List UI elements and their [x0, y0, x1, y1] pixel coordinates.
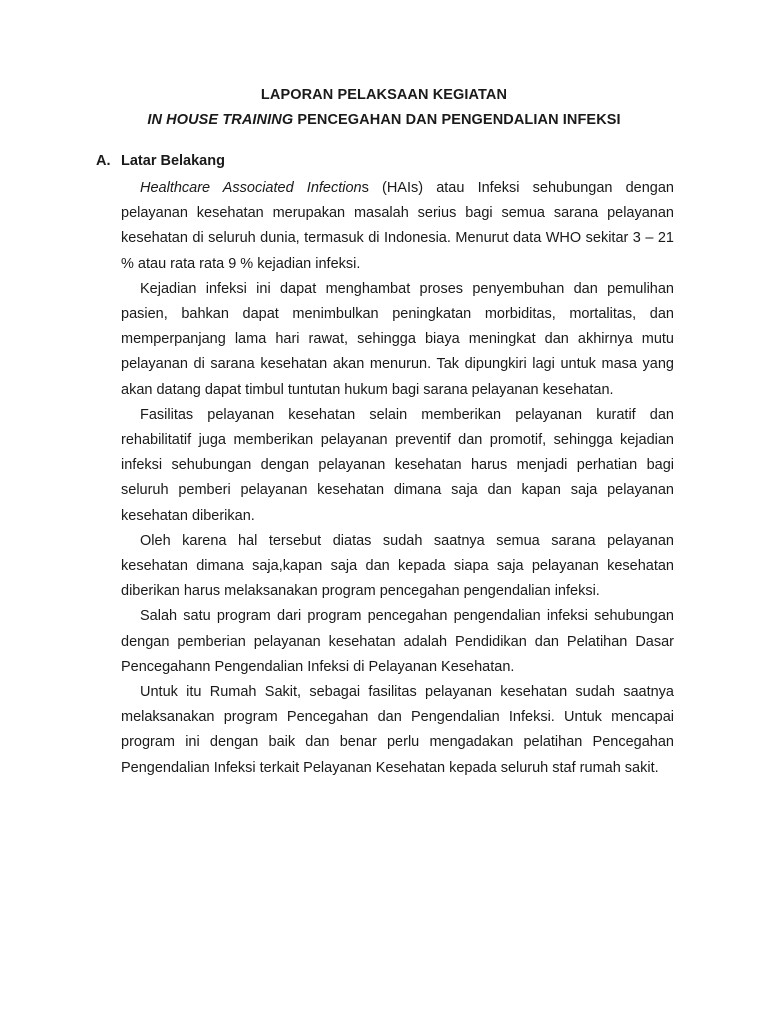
paragraph-6: Untuk itu Rumah Sakit, sebagai fasilitas pelayanan kesehatan sudah saatnya melaksanakan program Pencegahan dan Pengendalian Infeksi. Untuk mencapai program ini dengan baik dan benar perlu mengadakan pelatihan Pencegahan Pengendalian Infeksi terkait Pelayanan Kesehatan kepada seluruh staf rumah sakit. [121, 684, 674, 776]
paragraph-1-text: s (HAIs) atau Infeksi sehubungan dengan pelayanan kesehatan merupakan masalah serius bagi semua sarana pelayanan kesehatan di seluruh dunia, termasuk di Indonesia. Menurut data WHO sekitar 3 – 21 % atau rata rata 9 % kejadian infeksi. [121, 180, 674, 272]
section-number: A. [96, 153, 111, 169]
paragraph-4: Oleh karena hal tersebut diatas sudah saatnya semua sarana pelayanan kesehatan dimana saja,kapan saja dan kepada siapa saja pelayanan kesehatan diberikan harus melaksanakan program pencegahan pengendalian infeksi. [121, 532, 674, 600]
paragraph-1 [121, 176, 674, 277]
subtitle-rest-part: PENCEGAHAN DAN PENGENDALIAN INFEKSI [293, 112, 621, 128]
section-body [121, 176, 674, 781]
paragraph-1-italic-lead: Healthcare Associated Infection [140, 180, 362, 196]
paragraph-2: Kejadian infeksi ini dapat menghambat proses penyembuhan dan pemulihan pasien, bahkan dapat menimbulkan peningkatan morbiditas, mortalitas, dan memperpanjang lama hari rawat, sehingga biaya meningkat dan akhirnya mutu pelayanan di sarana kesehatan akan menurun. Tak dipungkiri lagi untuk masa yang akan datang dapat timbul tuntutan hukum bagi sarana pelayanan kesehatan. [121, 280, 674, 398]
section-heading [96, 153, 225, 169]
paragraph-3: Fasilitas pelayanan kesehatan selain memberikan pelayanan kuratif dan rehabilitatif juga memberikan pelayanan preventif dan promotif, sehingga kejadian infeksi sehubungan dengan pelayanan kesehatan harus menjadi perhatian bagi seluruh pemberi pelayanan kesehatan dimana saja dan kapan saja pelayanan kesehatan diberikan. [121, 406, 674, 524]
paragraph-5: Salah satu program dari program pencegahan pengendalian infeksi sehubungan dengan pemberian pelayanan kesehatan adalah Pendidikan dan Pelatihan Dasar Pencegahann Pengendalian Infeksi di Pelayanan Kesehatan. [121, 608, 674, 675]
subtitle-italic-part: IN HOUSE TRAINING [147, 112, 294, 128]
document-title: LAPORAN PELAKSAAN KEGIATAN [260, 87, 508, 103]
document-subtitle [0, 112, 768, 128]
section-heading-label: Latar Belakang [121, 153, 225, 169]
